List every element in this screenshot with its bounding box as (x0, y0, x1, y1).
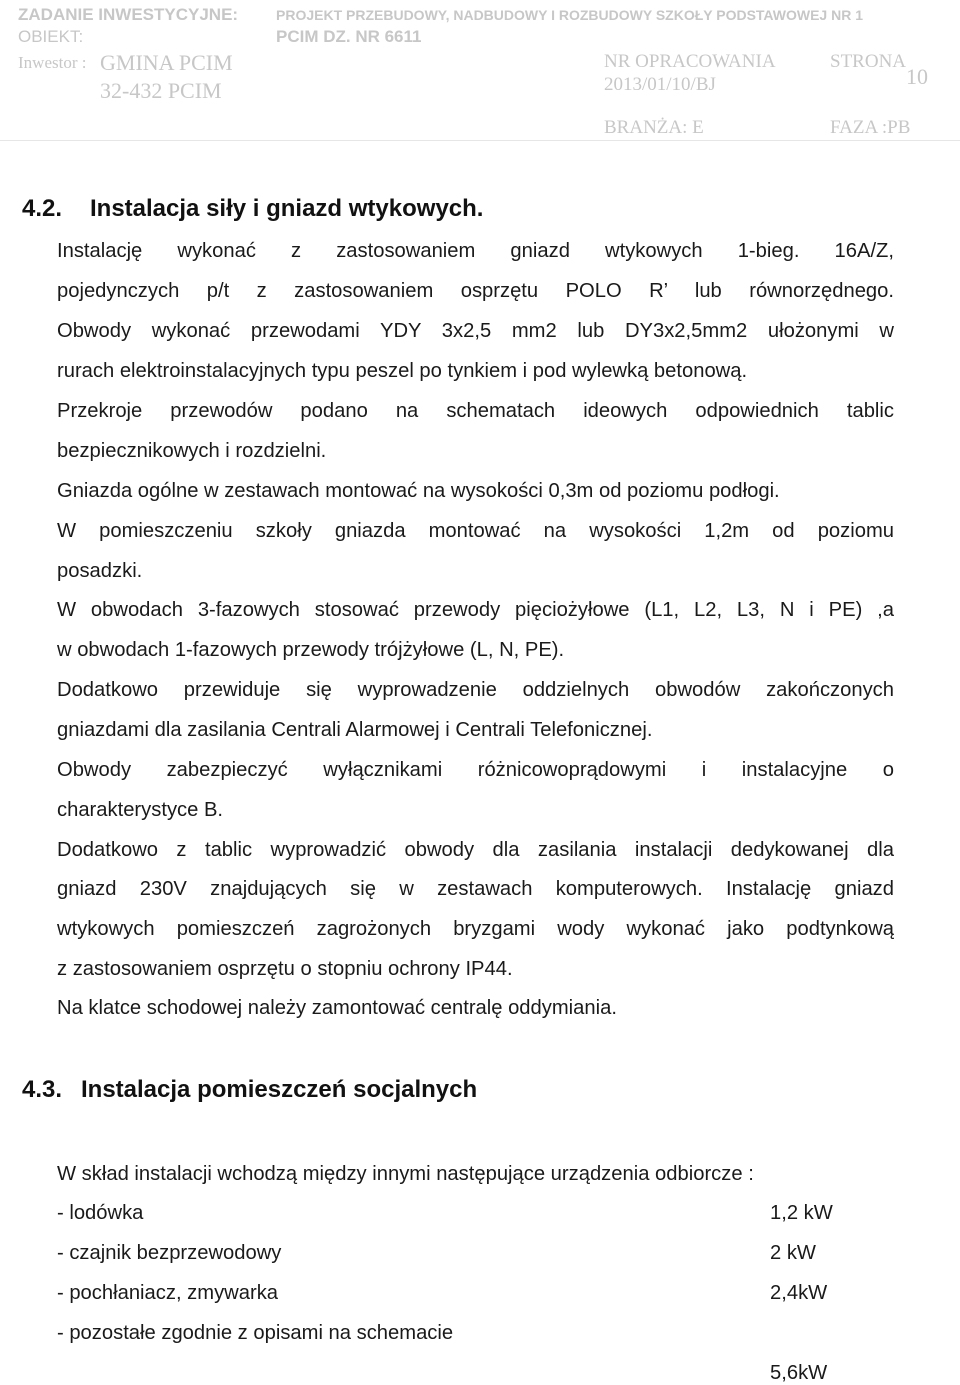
inwestor-name: GMINA PCIM (100, 50, 233, 75)
paragraph-line: w obwodach 1-fazowych przewody trójżyłowe (L, N, PE). (57, 639, 565, 661)
device-item-label: - pochłaniacz, zmywarka (57, 1282, 279, 1304)
paragraph-line: posadzki. (57, 560, 143, 582)
nr-opracowania-label: NR OPRACOWANIA (604, 51, 776, 72)
section-4-2-number: 4.2. (22, 195, 63, 222)
obiekt-value: PCIM DZ. NR 6611 (276, 27, 422, 46)
paragraph-line: gniazdami dla zasilania Centrali Alarmowej i Centrali Telefonicznej. (57, 719, 653, 741)
paragraph-line: z zastosowaniem osprzętu o stopniu ochrony IP44. (57, 958, 513, 980)
paragraph-line: Instalację wykonać z zastosowaniem gniazd wtykowych 1-bieg. 16A/Z, (57, 240, 894, 262)
device-item-label: - pozostałe zgodnie z opisami na schemacie (57, 1322, 454, 1344)
paragraph-line: W obwodach 3-fazowych stosować przewody pięciożyłowe (L1, L2, L3, N i PE) ,a (57, 599, 894, 621)
device-item-power: 2 kW (770, 1242, 816, 1264)
paragraph-line: Obwody zabezpieczyć wyłącznikami różnicowoprądowymi i instalacyjne o (57, 759, 894, 781)
paragraph-line: charakterystyce B. (57, 799, 224, 821)
total-power: 5,6kW (770, 1362, 828, 1384)
paragraph-line: Obwody wykonać przewodami YDY 3x2,5 mm2 lub DY3x2,5mm2 ułożonymi w (57, 320, 894, 342)
paragraph-line: bezpiecznikowych i rozdzielni. (57, 440, 327, 462)
obiekt-label: OBIEKT: (18, 27, 84, 46)
document-header (0, 0, 960, 142)
paragraph-line: W pomieszczeniu szkoły gniazda montować na wysokości 1,2m od poziomu (57, 520, 894, 542)
paragraph-line: Dodatkowo z tablic wyprowadzić obwody dla zasilania instalacji dedykowanej dla (57, 839, 894, 861)
inwestor-address: 32-432 PCIM (100, 78, 222, 103)
paragraph-line: Na klatce schodowej należy zamontować centralę oddymiania. (57, 997, 617, 1019)
header-divider (0, 140, 960, 141)
nr-opracowania-value: 2013/01/10/BJ (604, 74, 716, 95)
section-4-3-intro: W skład instalacji wchodzą między innymi następujące urządzenia odbiorcze : (57, 1163, 754, 1185)
paragraph-line: pojedynczych p/t z zastosowaniem osprzętu POLO R’ lub równorzędnego. (57, 280, 894, 302)
section-4-3-heading (22, 1076, 477, 1104)
section-4-3-number: 4.3. (22, 1076, 63, 1103)
paragraph-line: wtykowych pomieszczeń zagrożonych bryzgami wody wykonać jako podtynkową (57, 918, 894, 940)
inwestor-label: Inwestor : (18, 53, 87, 72)
strona-label: STRONA (830, 51, 907, 72)
section-4-2-heading (22, 195, 483, 223)
device-item-label: - czajnik bezprzewodowy (57, 1242, 282, 1264)
device-item-power: 2,4kW (770, 1282, 828, 1304)
branza: BRANŻA: E (604, 117, 704, 138)
section-4-3-title: Instalacja pomieszczeń socjalnych (81, 1076, 478, 1103)
paragraph-line: Gniazda ogólne w zestawach montować na wysokości 0,3m od poziomu podłogi. (57, 480, 780, 502)
device-item-power: 1,2 kW (770, 1202, 833, 1224)
device-item-label: - lodówka (57, 1202, 144, 1224)
paragraph-line: Przekroje przewodów podano na schematach ideowych odpowiednich tablic (57, 400, 894, 422)
zadanie-value: PROJEKT PRZEBUDOWY, NADBUDOWY I ROZBUDOWY SZKOŁY PODSTAWOWEJ NR 1 (276, 7, 864, 23)
paragraph-line: gniazd 230V znajdujących się w zestawach komputerowych. Instalację gniazd (57, 878, 894, 900)
strona-value: 10 (906, 64, 928, 89)
faza: FAZA :PB (830, 117, 911, 138)
paragraph-line: Dodatkowo przewiduje się wyprowadzenie oddzielnych obwodów zakończonych (57, 679, 894, 701)
section-4-2-title: Instalacja siły i gniazd wtykowych. (90, 195, 484, 222)
paragraph-line: rurach elektroinstalacyjnych typu peszel po tynkiem i pod wylewką betonową. (57, 360, 748, 382)
zadanie-label: ZADANIE INWESTYCYJNE: (18, 5, 239, 24)
